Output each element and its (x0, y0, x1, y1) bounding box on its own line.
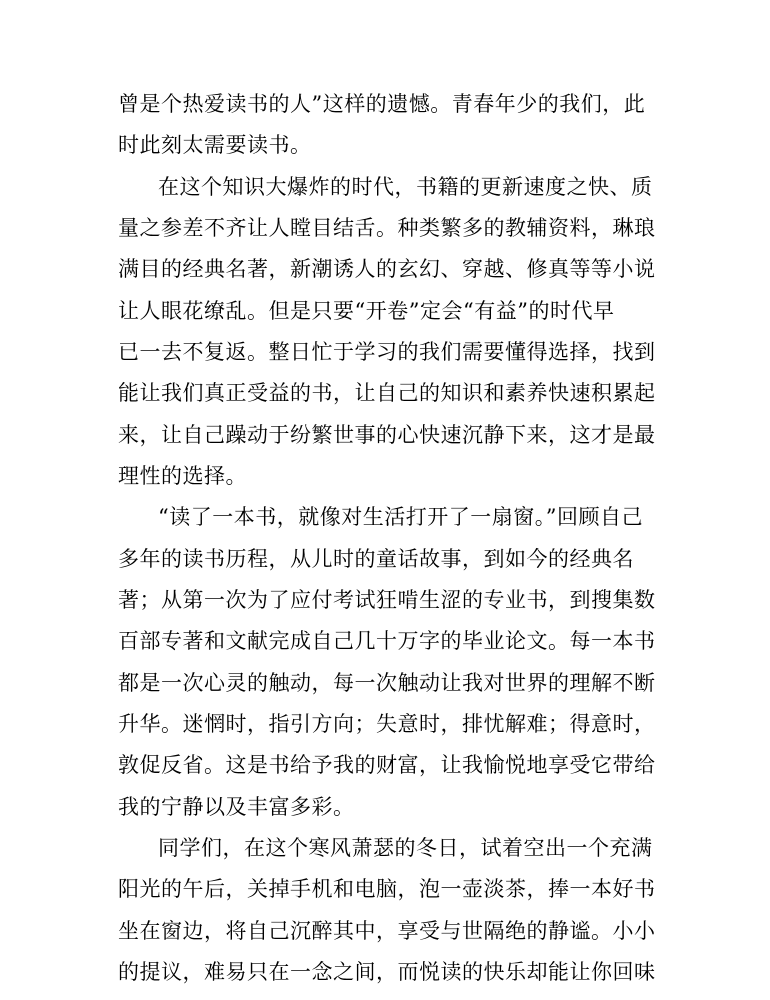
text-line: 曾是个热爱读书的人”这样的遗憾。青春年少的我们，此 (118, 92, 646, 116)
text-line: 多年的读书历程，从儿时的童话故事，到如今的经典名 (118, 547, 634, 571)
text-line: 的提议，难易只在一念之间，而悦读的快乐却能让你回味 (118, 960, 656, 984)
text-line: 阳光的午后，关掉手机和电脑，泡一壶淡茶，捧一本好书 (118, 877, 656, 901)
text-line: 我的宁静以及丰富多彩。 (118, 795, 355, 819)
text-line: 已一去不复返。整日忙于学习的我们需要懂得选择，找到 (118, 340, 656, 364)
paragraph-start-line: 在这个知识大爆炸的时代，书籍的更新速度之快、质 (158, 175, 653, 199)
text-line: 理性的选择。 (118, 464, 247, 488)
text-line: 让人眼花缭乱。但是只要“开卷”定会“有益”的时代早 (118, 299, 615, 323)
text-line: 都是一次心灵的触动，每一次触动让我对世界的理解不断 (118, 671, 656, 695)
text-line: 满目的经典名著，新潮诱人的玄幻、穿越、修真等等小说 (118, 257, 656, 281)
text-line: 时此刻太需要读书。 (118, 133, 312, 157)
text-line: 著；从第一次为了应付考试狂啃生涩的专业书，到搜集数 (118, 588, 656, 612)
text-line: 量之参差不齐让人瞠目结舌。种类繁多的教辅资料，琳琅 (118, 216, 656, 240)
text-line: 敦促反省。这是书给予我的财富，让我愉悦地享受它带给 (118, 753, 656, 777)
text-line: 坐在窗边，将自己沉醉其中，享受与世隔绝的静谧。小小 (118, 919, 656, 943)
text-line: 来，让自己躁动于纷繁世事的心快速沉静下来，这才是最 (118, 423, 656, 447)
paragraph-start-line: 同学们，在这个寒风萧瑟的冬日，试着空出一个充满 (158, 836, 653, 860)
text-line: 百部专著和文献完成自己几十万字的毕业论文。每一本书 (118, 629, 656, 653)
text-line: 升华。迷惘时，指引方向；失意时，排忧解难；得意时， (118, 712, 656, 736)
text-line: 能让我们真正受益的书，让自己的知识和素养快速积累起 (118, 381, 656, 405)
paragraph-start-line: “读了一本书，就像对生活打开了一扇窗。”回顾自己 (158, 505, 643, 529)
